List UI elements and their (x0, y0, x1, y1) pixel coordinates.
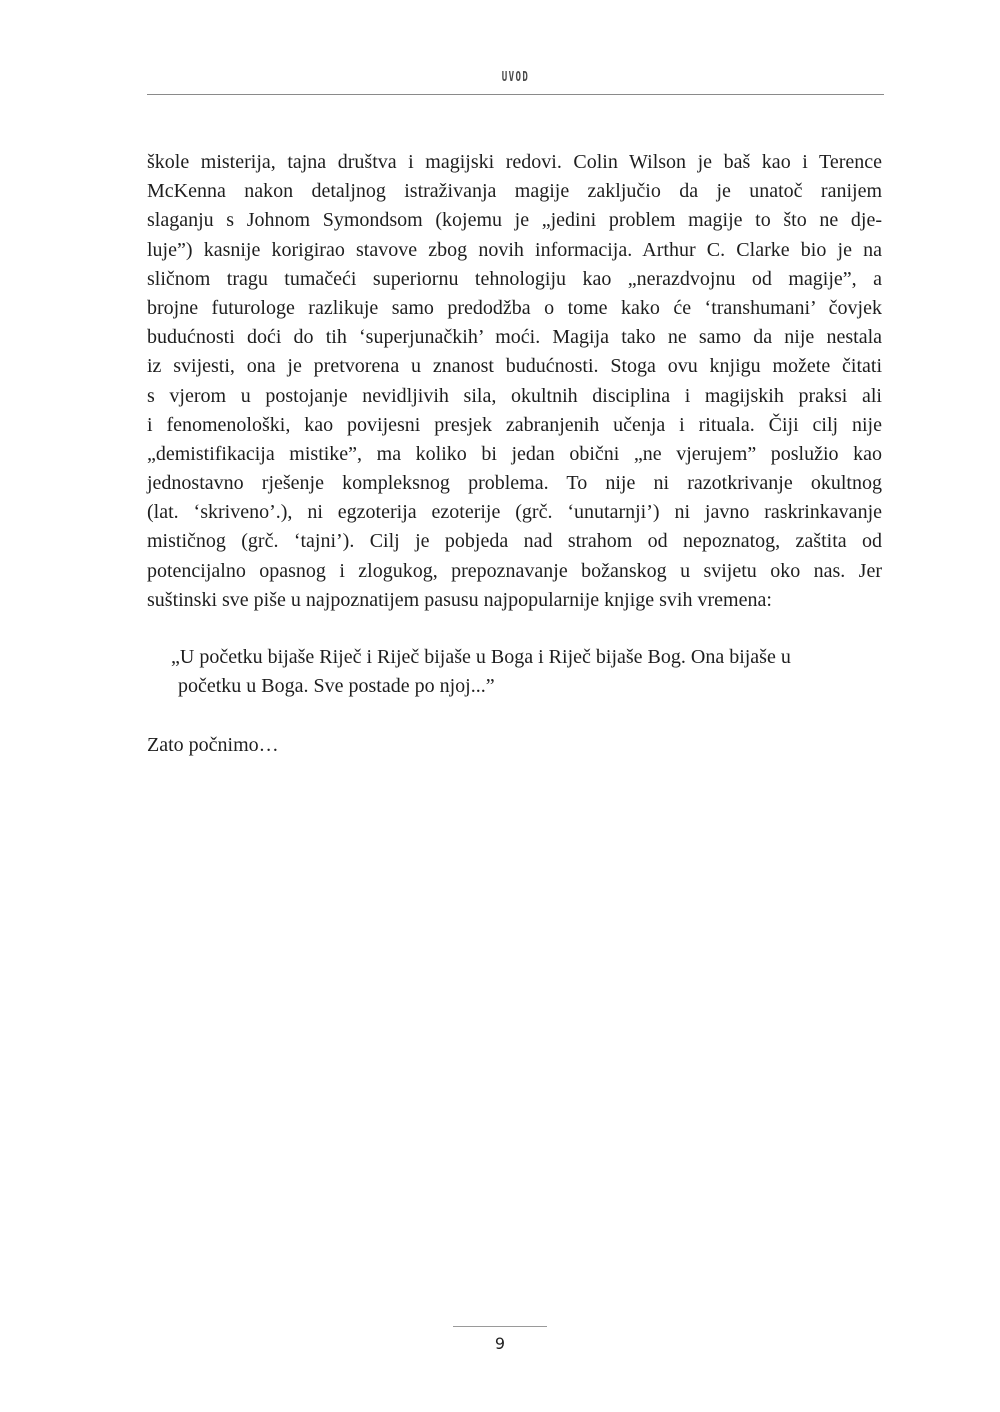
paragraph-line: iz svijesti, ona je pretvorena u znanost budućnosti. Stoga ovu knjigu možete čitati (147, 355, 882, 378)
paragraph-line: jednostavno rješenje kompleksnog problema. To nije ni razotkrivanje okultnog (147, 472, 882, 495)
quote-line: početku u Boga. Sve postade po njoj...” (178, 675, 495, 697)
paragraph-line: brojne futurologe razlikuje samo predodžba o tome kako će ‘transhumani’ čovjek (147, 296, 882, 319)
page-number: 9 (494, 1334, 506, 1353)
paragraph-line: s vjerom u postojanje nevidljivih sila, okultnih disciplina i magijskih praksi ali (147, 384, 882, 407)
paragraph-line: McKenna nakon detaljnog istraživanja magije zaključio da je unatoč ranijem (147, 180, 882, 203)
paragraph-line: potencijalno opasnog i zlogukog, prepoznavanje božanskog u svijetu oko nas. Jer (147, 559, 882, 582)
paragraph-line: suštinski sve piše u najpoznatijem pasusu najpopularnije knjige svih vremena: (147, 588, 772, 611)
running-head: UVOD (501, 70, 530, 85)
block-quote (171, 643, 871, 701)
paragraph-line: budućnosti doći do tih ‘superjunačkih’ moći. Magija tako ne samo da nije nestala (147, 326, 882, 349)
paragraph-line: luje”) kasnije korigirao stavove zbog novih informacija. Arthur C. Clarke bio je na (147, 238, 882, 261)
paragraph-line: slaganju s Johnom Symondsom (kojemu je „jedini problem magije to što ne dje- (147, 209, 882, 232)
paragraph-line: (lat. ‘skriveno’.), ni egzoterija ezoterije (grč. ‘unutarnji’) ni javno raskrinkavanje (147, 501, 882, 524)
paragraph-line: mističnog (grč. ‘tajni’). Cilj je pobjeda nad strahom od nepoznatog, zaštita od (147, 530, 882, 553)
paragraph-line: sličnom tragu tumačeći superiornu tehnologiju kao „nerazdvojnu od magije”, a (147, 267, 882, 290)
paragraph-line: škole misterija, tajna društva i magijski redovi. Colin Wilson je baš kao i Terence (147, 151, 882, 173)
quote-line: „U početku bijaše Riječ i Riječ bijaše u Boga i Riječ bijaše Bog. Ona bijaše u (171, 646, 791, 668)
paragraph-line: „demistifikacija mistike”, ma koliko bi jedan obični „ne vjerujem” poslužio kao (147, 442, 882, 465)
body-paragraph (147, 148, 882, 615)
paragraph-line: i fenomenološki, kao povijesni presjek zabranjenih učenja i rituala. Čiji cilj nije (147, 413, 882, 436)
closing-line: Zato počnimo… (147, 734, 279, 756)
footer-divider (453, 1326, 547, 1327)
header-divider (147, 94, 884, 95)
